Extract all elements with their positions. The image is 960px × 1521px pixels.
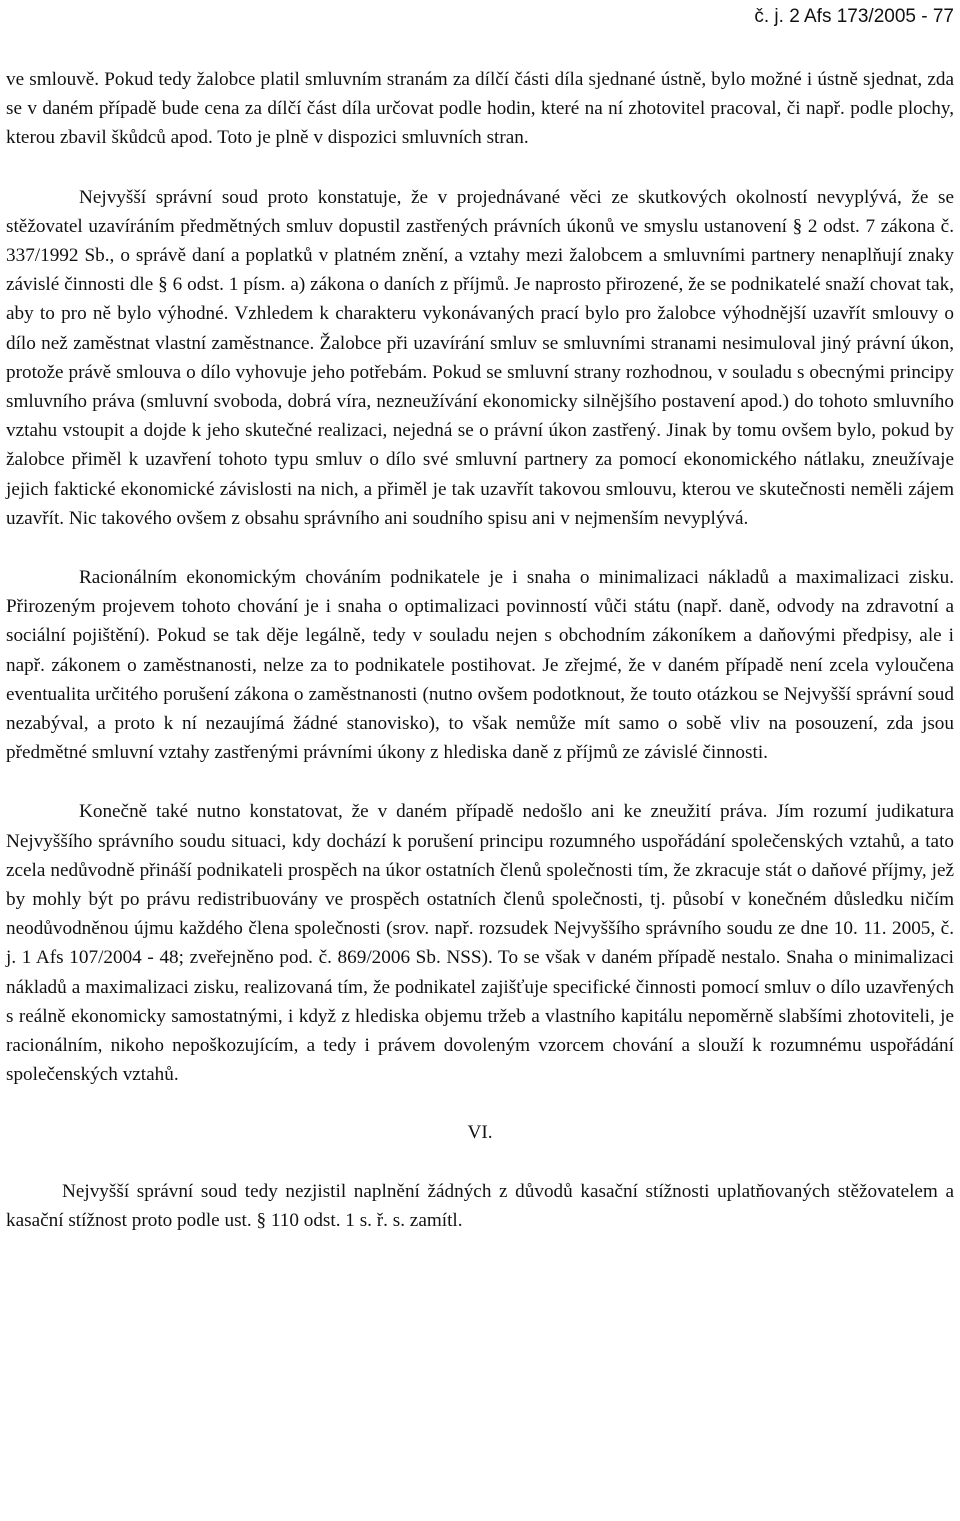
section-heading: VI. (467, 1121, 493, 1143)
paragraph-abuse-of-law: Konečně také nutno konstatovat, že v daném případě nedošlo ani ke zneužití práva. Jím rozumí judikatura Nejvyššího správního soudu situaci, kdy dochází k porušení principu rozumného uspořádání společenských vztahů, a tato zcela nedůvodně přináší podnikateli prospěch na úkor ostatních členů společnosti tím, že zkracuje stát o daňové příjmy, jež by mohly být po právu redistribuovány ve prospěch ostatních členů společnosti, tj. působí v konečném důsledku ničím neodůvodněnou újmu každého člena společnosti (srov. např. rozsudek Nejvyššího správního soudu ze dne 10. 11. 2005, č. j. 1 Afs 107/2004 - 48; zveřejněno pod. č. 869/2006 Sb. NSS). To se však v daném případě nestalo. Snaha o minimalizaci nákladů a maximalizaci zisku, realizovaná tím, že podnikatel zajišťuje specifické činnosti pomocí smluv o dílo uzavřených s reálně ekonomicky samostatnými, i když z hlediska objemu tržeb a vlastního kapitálu nepoměrně slabšími zhotoviteli, je racionálním, nikoho nepoškozujícím, a tedy i právem dovoleným vzorcem chování a slouží k rozumnému uspořádání společenských vztahů. (6, 801, 954, 1086)
paragraph-contract-continuation: ve smlouvě. Pokud tedy žalobce platil smluvním stranám za dílčí části díla sjednané ústně, bylo možné i ústně sjednat, zda se v daném případě bude cena za dílčí část díla určovat podle hodin, které na ní zhotovitel pracoval, či např. podle plochy, kterou zbavil škůdců apod. Toto je plně v dispozici smluvních stran. (6, 69, 954, 149)
paragraph-rational-behavior: Racionálním ekonomickým chováním podnikatele je i snaha o minimalizaci nákladů a maximalizaci zisku. Přirozeným projevem tohoto chování je i snaha o optimalizaci povinností vůči státu (např. daně, odvody na zdravotní a sociální pojištění). Pokud se tak děje legálně, tedy v souladu nejen s obchodním zákoníkem a daňovými předpisy, ale i např. zákonem o zaměstnanosti, nelze za to podnikatele postihovat. Je zřejmé, že v daném případě není zcela vyloučena eventualita určitého porušení zákona o zaměstnanosti (nutno ovšem podotknout, že touto otázkou se Nejvyšší správní soud nezabýval, a proto k ní nezaujímá žádné stanovisko), to však nemůže mít samo o sobě vliv na posouzení, zda jsou předmětné smluvní vztahy zastřenými právními úkony z hlediska daně z příjmů ze závislé činnosti. (6, 567, 954, 764)
case-reference-header: č. j. 2 Afs 173/2005 - 77 (754, 6, 954, 27)
document-page (6, 0, 954, 1235)
paragraph-court-finding: Nejvyšší správní soud proto konstatuje, že v projednávané věci ze skutkových okolností nevyplývá, že se stěžovatel uzavíráním předmětných smluv dopustil zastřených právních úkonů ve smyslu ustanovení § 2 odst. 7 zákona č. 337/1992 Sb., o správě daní a poplatků v platném znění, a vztahy mezi žalobcem a smluvními partnery nenaplňují znaky závislé činnosti dle § 6 odst. 1 písm. a) zákona o daních z příjmů. Je naprosto přirozené, že se podnikatelé snaží chovat tak, aby to pro ně bylo výhodné. Vzhledem k charakteru vykonávaných prací bylo pro žalobce výhodnější uzavřít smlouvy o dílo než zaměstnat vlastní zaměstnance. Žalobce při uzavírání smluv se smluvními stranami nesimuloval jiný právní úkon, protože právě smlouva o dílo vyhovuje jeho potřebám. Pokud se smluvní strany rozhodnou, v souladu s obecnými principy smluvního práva (smluvní svoboda, dobrá víra, nezneužívání ekonomicky silnějšího postavení apod.) do tohoto smluvního vztahu vstoupit a dojde k jeho skutečné realizaci, nejedná se o právní úkon zastřený. Jinak by tomu ovšem bylo, pokud by žalobce přiměl k uzavření tohoto typu smluv o dílo své smluvní partnery za pomocí ekonomického nátlaku, zneužívaje jejich faktické ekonomické závislosti na nich, a přiměl je tak uzavřít takovou smlouvu, kterou ve skutečnosti neměli zájem uzavřít. Nic takového ovšem z obsahu správního ani soudního spisu ani v nejmenším nevyplývá. (6, 186, 954, 529)
paragraph-conclusion: Nejvyšší správní soud tedy nezjistil naplnění žádných z důvodů kasační stížnosti uplatňovaných stěžovatelem a kasační stížnost proto podle ust. § 110 odst. 1 s. ř. s. zamítl. (6, 1180, 954, 1231)
